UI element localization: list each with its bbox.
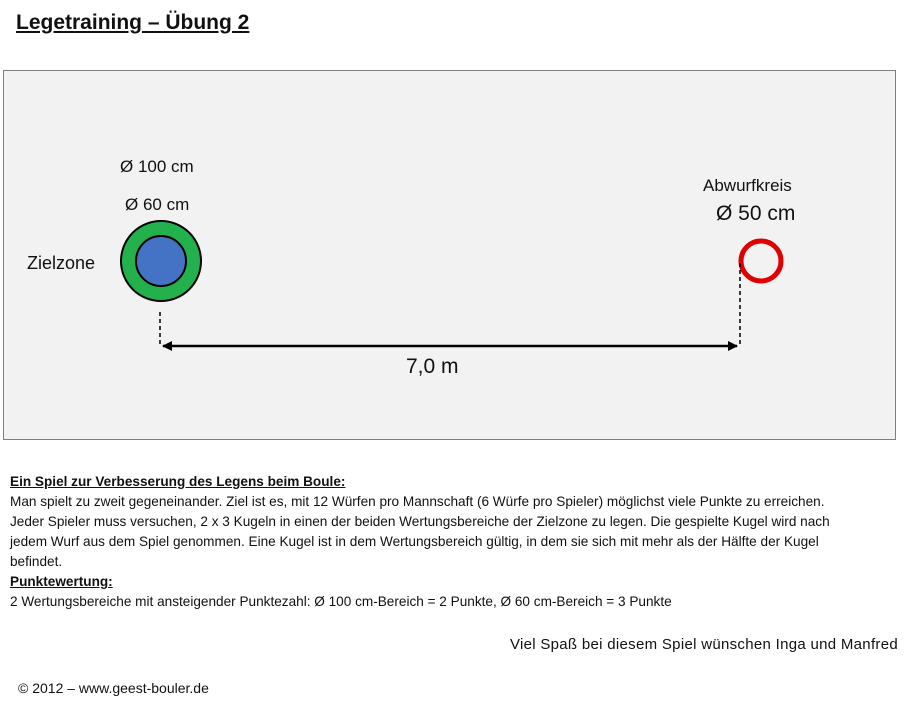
target-zone-inner-circle — [136, 236, 186, 286]
closing-note: Viel Spaß bei diesem Spiel wünschen Inga und Manfred — [509, 636, 898, 653]
description-line: jedem Wurf aus dem Spiel genommen. Eine Kugel ist in dem Wertungsbereich gültig, in dem sie sich mit mehr als der Hälfte der Kugel — [10, 534, 819, 549]
playing-field — [3, 70, 896, 440]
label-abwurfkreis: Abwurfkreis — [703, 176, 792, 195]
footer-copyright: © 2012 – www.geest-bouler.de — [18, 680, 209, 696]
scoring-text: 2 Wertungsbereiche mit ansteigender Punktezahl: Ø 100 cm-Bereich = 2 Punkte, Ø 60 cm-Bereich = 3 Punkte — [10, 594, 672, 609]
description-line: befindet. — [10, 554, 63, 569]
scoring-heading: Punktewertung: — [10, 574, 113, 589]
throw-circle — [741, 241, 781, 281]
label-diameter-60: Ø 60 cm — [125, 195, 190, 214]
description-line: Man spielt zu zweit gegeneinander. Ziel ist es, mit 12 Würfen pro Mannschaft (6 Würfe pro Spieler) möglichst viele Punkte zu erreichen. — [10, 494, 825, 509]
game-description — [10, 472, 902, 612]
label-distance: 7,0 m — [406, 355, 459, 378]
page-title: Legetraining – Übung 2 — [16, 11, 250, 34]
description-heading: Ein Spiel zur Verbesserung des Legens beim Boule: — [10, 474, 346, 489]
label-abwurf-diameter: Ø 50 cm — [716, 202, 796, 225]
field-drawing — [4, 71, 895, 439]
description-line: Jeder Spieler muss versuchen, 2 x 3 Kugeln in einen der beiden Wertungsbereiche der Zielzone zu legen. Die gespielte Kugel wird nach — [10, 514, 830, 529]
label-zielzone: Zielzone — [27, 253, 96, 273]
label-diameter-100: Ø 100 cm — [120, 157, 194, 176]
